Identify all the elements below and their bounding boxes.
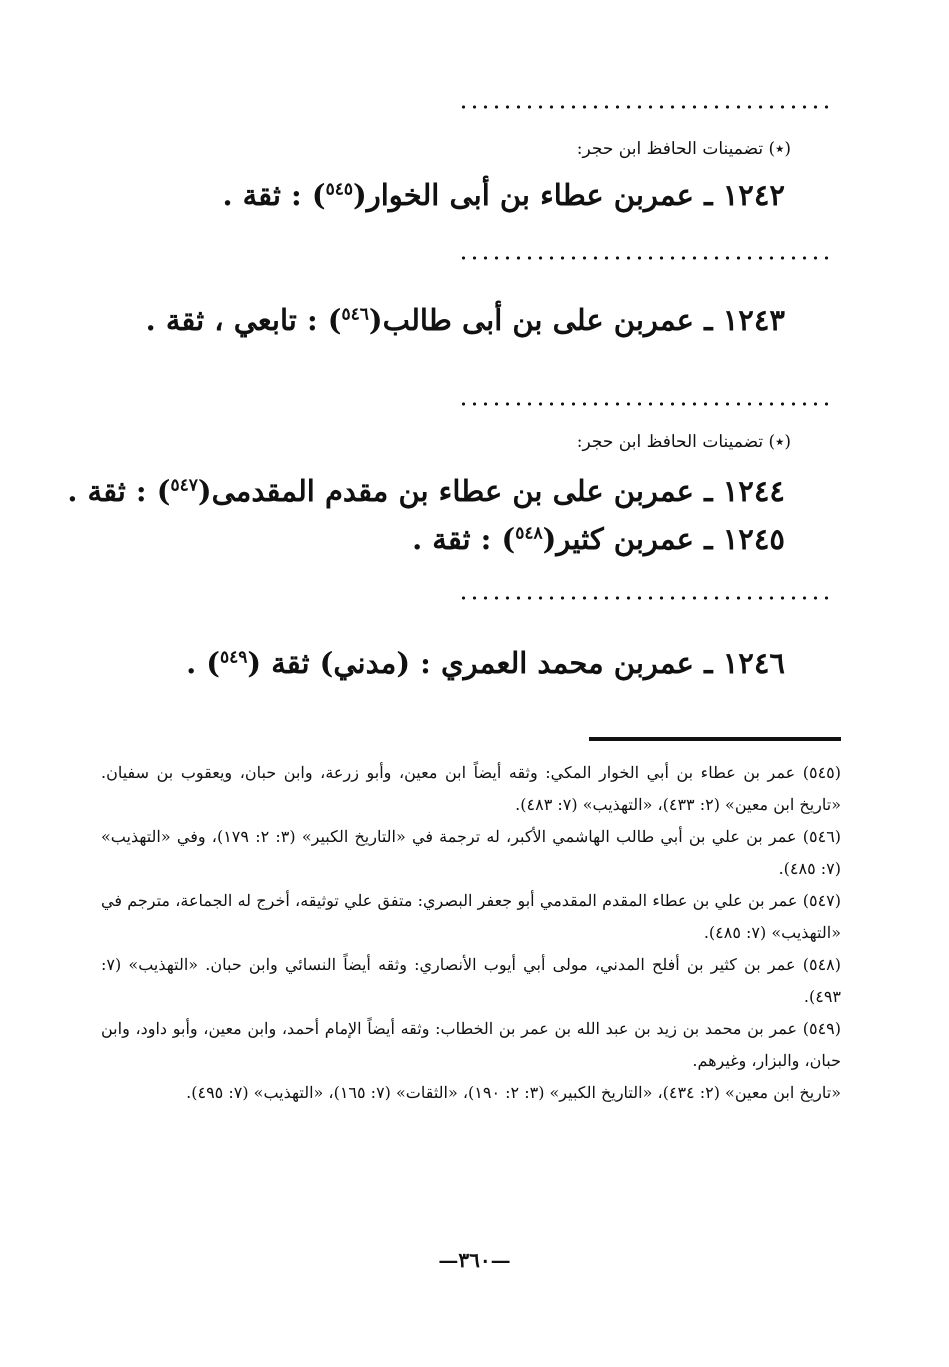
footnote-546: (٥٤٦) عمر بن علي بن أبي طالب الهاشمي الأكبر، له ترجمة في «التاريخ الكبير» (٣: ٢: ١٧٩)، وفي «التهذيب» (٧: ٤٨٥).	[101, 827, 842, 878]
footnote-549: (٥٤٩) عمر بن محمد بن زيد بن عبد الله بن عمر بن الخطاب: وثقه أيضاً الإمام أحمد، وابن معين، وأبو داود، وابن حبان، والبزار، وغيرهم.	[101, 1019, 841, 1070]
entry-number: ١٢٤٣	[722, 303, 785, 337]
footnote-ref: ٥٤٩	[220, 647, 248, 668]
entry-number: ١٢٤٦	[722, 646, 785, 680]
section-note: (٭) تضمينات الحافظ ابن حجر:	[576, 432, 791, 452]
entry-1245: ١٢٤٥ ـ عمربن كثير($^{٥٤٨}$) : ثقة .	[412, 522, 785, 556]
footnotes	[101, 757, 841, 1109]
entry-name: عمربن عطاء بن أبى الخوار	[366, 178, 694, 212]
entry-verdict: .	[186, 646, 197, 680]
footnote-separator	[589, 737, 841, 741]
dotted-separator	[458, 104, 830, 110]
entry-extra: : (مدني) ثقة	[271, 646, 431, 680]
entry-name: عمربن على بن أبى طالب	[382, 303, 694, 337]
entry-verdict: : ثقة .	[412, 522, 492, 556]
dotted-separator	[458, 595, 830, 601]
entry-number: ١٢٤٤	[722, 474, 785, 508]
footnote-545: (٥٤٥) عمر بن عطاء بن أبي الخوار المكي: وثقه أيضاً ابن معين، وأبو زرعة، وابن حبان، ويعقوب بن سفيان. «تاريخ ابن معين» (٢: ٤٣٣)، «التهذيب» (٧: ٤٨٣).	[101, 763, 841, 814]
footnote-548: (٥٤٨) عمر بن كثير بن أفلح المدني، مولى أبي أيوب الأنصاري: وثقه أيضاً النسائي وابن حبان. «التهذيب» (٧: ٤٩٣).	[101, 955, 842, 1006]
footnote-ref: ٥٤٧	[170, 475, 198, 496]
entry-verdict: : ثقة .	[67, 474, 147, 508]
section-note: (٭) تضمينات الحافظ ابن حجر:	[576, 139, 791, 159]
entry-1242: ١٢٤٢ ـ عمربن عطاء بن أبى الخوار($^{٥٤٥}$) : ثقة .	[222, 178, 785, 212]
entry-name: عمربن على بن عطاء بن مقدم المقدمى	[211, 474, 694, 508]
page-number: —٣٦٠—	[438, 1248, 511, 1272]
entry-1246: ١٢٤٦ ـ عمربن محمد العمري : (مدني) ثقة ($^{٥٤٩}$) .	[186, 646, 785, 680]
dotted-separator	[458, 401, 830, 407]
footnote-547: (٥٤٧) عمر بن علي بن عطاء المقدم المقدمي أبو جعفر البصري: متفق علي توثيقه، أخرج له الجماعة، مترجم في «التهذيب» (٧: ٤٨٥).	[101, 891, 841, 942]
footnote-ref: ٥٤٨	[515, 523, 543, 544]
footnote-549-sources: «تاريخ ابن معين» (٢: ٤٣٤)، «التاريخ الكبير» (٣: ٢: ١٩٠)، «الثقات» (٧: ١٦٥)، «التهذيب» (٧: ٤٩٥).	[186, 1083, 841, 1102]
entry-verdict: : تابعي ، ثقة .	[145, 303, 318, 337]
entry-number: ١٢٤٢	[722, 178, 785, 212]
entry-1244: ١٢٤٤ ـ عمربن على بن عطاء بن مقدم المقدمى($^{٥٤٧}$) : ثقة .	[67, 474, 785, 508]
footnote-ref: ٥٤٦	[341, 304, 369, 325]
entry-number: ١٢٤٥	[722, 522, 785, 556]
entry-1243: ١٢٤٣ ـ عمربن على بن أبى طالب($^{٥٤٦}$) : تابعي ، ثقة .	[145, 303, 785, 337]
dotted-separator	[458, 255, 830, 261]
entry-name: عمربن محمد العمري	[440, 646, 694, 680]
footnote-ref: ٥٤٥	[325, 179, 353, 200]
entry-verdict: : ثقة .	[222, 178, 302, 212]
entry-name: عمربن كثير	[556, 522, 694, 556]
